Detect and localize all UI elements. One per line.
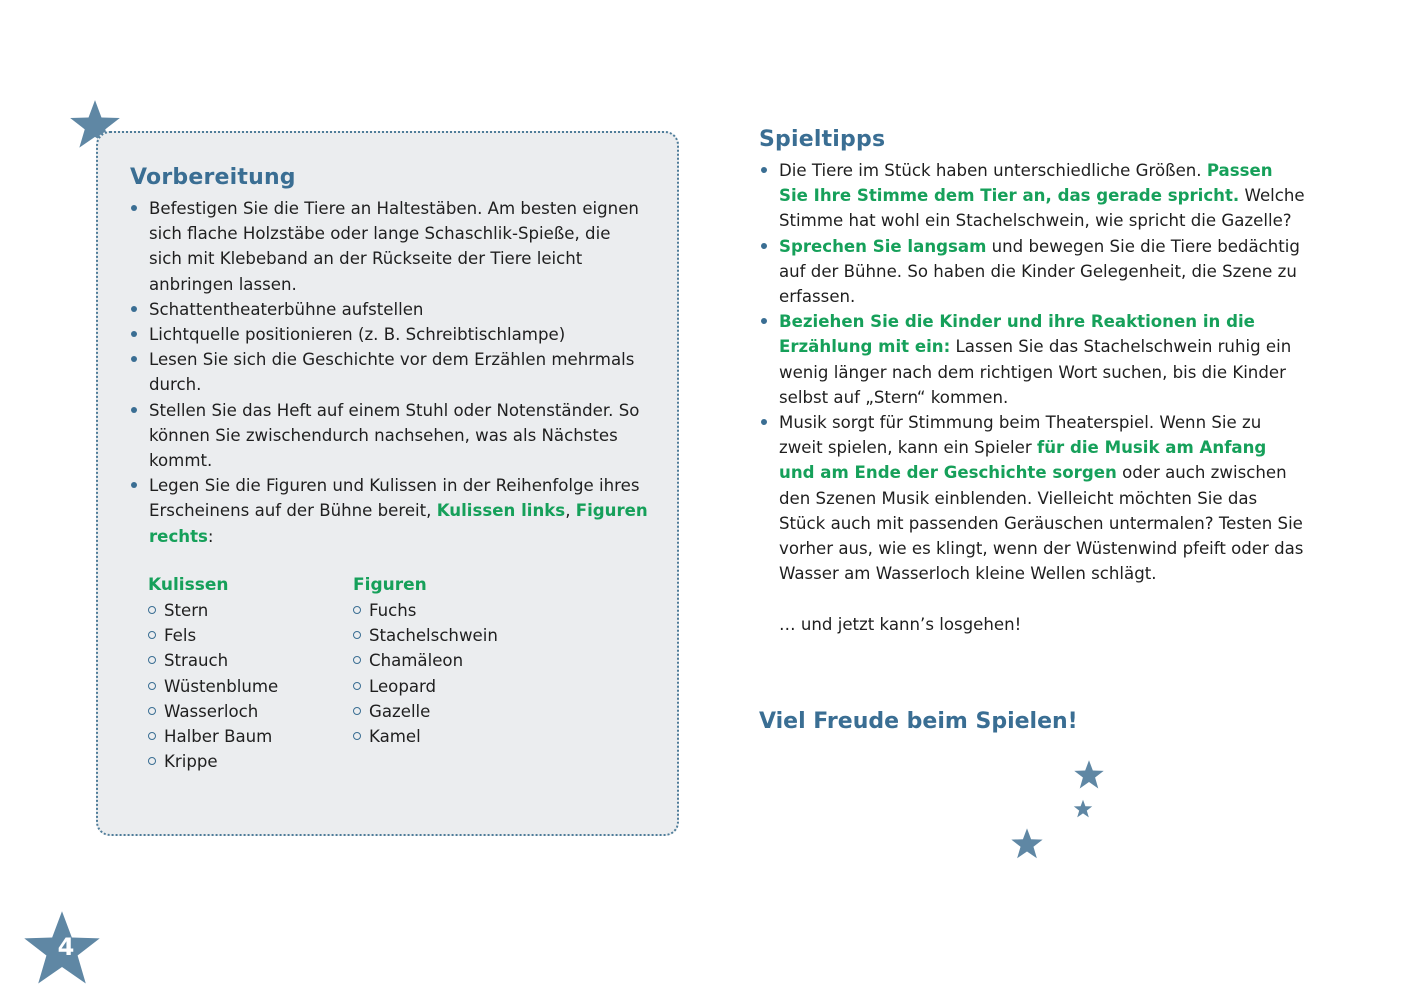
outro-text: … und jetzt kann’s losgehen!: [779, 615, 1022, 634]
list-item: Stachelschwein: [353, 623, 498, 648]
tip-item: [760, 410, 1305, 586]
preparation-item-text: Lesen Sie sich die Geschichte vor dem Erzählen mehrmals durch.: [149, 350, 635, 395]
list-item: Halber Baum: [148, 724, 278, 749]
list-item: Strauch: [148, 648, 278, 673]
kulissen-heading: Kulissen: [148, 575, 229, 595]
tip-text: und bewegen Sie die Tiere bedächtig auf der Bühne. So haben die Kinder Gelegenheit, die Szene zu erfassen.: [779, 236, 1300, 307]
tip-item: [760, 158, 1305, 234]
preparation-item-text: ,: [565, 501, 576, 521]
preparation-item: [130, 473, 648, 549]
tip-text: Die Tiere im Stück haben unterschiedliche Größen.: [779, 161, 1207, 180]
closing-heading: Viel Freude beim Spielen!: [759, 709, 1078, 734]
preparation-item-text: Schattentheaterbühne aufstellen: [149, 299, 424, 319]
tip-text: Lassen Sie das Stachelschwein ruhig ein wenig länger nach dem richtigen Wort suchen, bis die Kinder selbst auf „Stern“ kommen.: [779, 337, 1292, 407]
preparation-item: [130, 297, 648, 322]
list-item: Wasserloch: [148, 699, 278, 724]
tip-text: Musik sorgt für Stimmung beim Theaterspiel. Wenn Sie zu zweit spielen, kann ein Spieler: [779, 413, 1262, 458]
preparation-item: [130, 398, 648, 474]
tips-list: [760, 158, 1305, 586]
tip-item: [760, 234, 1305, 310]
kulissen-list: [148, 598, 278, 774]
preparation-item: [130, 196, 648, 297]
highlight-text: Sprechen Sie langsam: [779, 236, 987, 256]
list-item: Kamel: [353, 724, 498, 749]
list-item: Leopard: [353, 674, 498, 699]
preparation-item-text: Befestigen Sie die Tiere an Haltestäben. Am besten eignen sich flache Holzstäbe oder lange Schaschlik-Spieße, die sich mit Klebeband an der Rückseite der Tiere leicht anbringen lassen.: [149, 199, 639, 294]
highlight-text: Passen Sie Ihre Stimme dem Tier an, das gerade spricht.: [779, 161, 1273, 206]
highlight-text: Kulissen links: [436, 501, 566, 521]
preparation-item-text: Legen Sie die Figuren und Kulissen in der Reihenfolge ihres Erscheinens auf der Bühne bereit,: [149, 476, 640, 521]
highlight-text: Figuren rechts: [149, 501, 648, 546]
preparation-item-text: :: [207, 526, 214, 546]
preparation-list: [130, 196, 648, 549]
list-item: Chamäleon: [353, 648, 498, 673]
preparation-title: Vorbereitung: [130, 165, 296, 190]
figuren-list: [353, 598, 498, 749]
tip-item: [760, 309, 1305, 410]
page-number: 4: [57, 933, 75, 961]
tips-title: Spieltipps: [759, 127, 886, 152]
list-item: Stern: [148, 598, 278, 623]
star-icon: [1010, 827, 1044, 861]
figuren-heading: Figuren: [353, 575, 427, 595]
preparation-item: [130, 347, 648, 397]
list-item: Fels: [148, 623, 278, 648]
list-item: Krippe: [148, 749, 278, 774]
highlight-text: Beziehen Sie die Kinder und ihre Reaktionen in die Erzählung mit ein:: [779, 312, 1255, 357]
highlight-text: für die Musik am Anfang und am Ende der Geschichte sorgen: [779, 438, 1267, 483]
tip-text: oder auch zwischen den Szenen Musik einblenden. Vielleicht möchten Sie das Stück auch mit passenden Geräuschen untermalen? Testen Sie vorher aus, wie es klingt, wenn der Wüstenwind pfeift oder das Wasser am Wasserloch kleine Wellen schlägt.: [779, 463, 1304, 584]
list-item: Fuchs: [353, 598, 498, 623]
list-item: Wüstenblume: [148, 674, 278, 699]
list-item: Gazelle: [353, 699, 498, 724]
preparation-item: [130, 322, 648, 347]
preparation-item-text: Stellen Sie das Heft auf einem Stuhl oder Notenständer. So können Sie zwischendurch nachsehen, was als Nächstes kommt.: [149, 400, 640, 471]
star-icon: [1073, 799, 1093, 819]
star-icon: [1073, 759, 1105, 791]
tip-text: Welche Stimme hat wohl ein Stachelschwein, wie spricht die Gazelle?: [779, 186, 1305, 231]
preparation-item-text: Lichtquelle positionieren (z. B. Schreibtischlampe): [149, 325, 566, 345]
